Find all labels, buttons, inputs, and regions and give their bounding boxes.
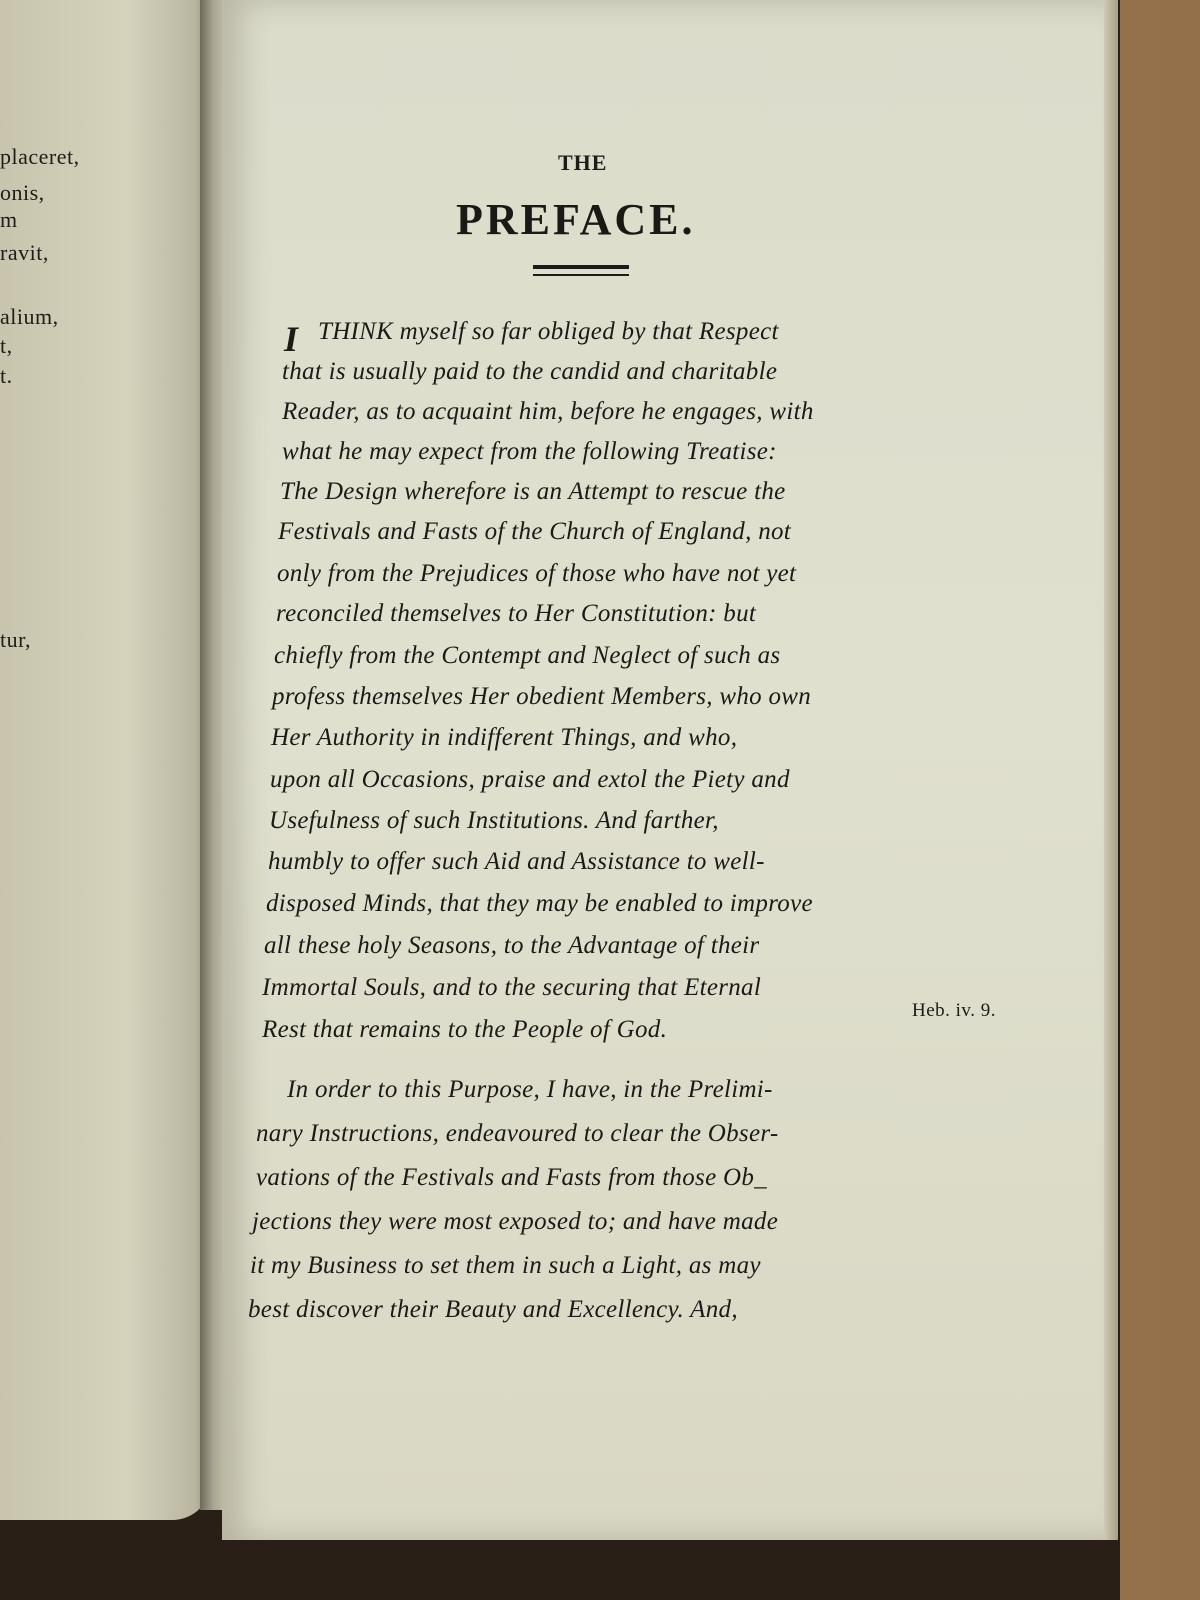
left-fragment: m <box>0 207 18 232</box>
text-line: Usefulness of such Institutions. And farther, <box>269 807 719 834</box>
left-fragment: onis, <box>0 180 45 205</box>
text-line: that is usually paid to the candid and charitable <box>282 358 778 385</box>
left-fragment: t, <box>0 333 13 358</box>
text-line: Reader, as to acquaint him, before he engages, with <box>282 398 814 425</box>
text-line: Her Authority in indifferent Things, and who, <box>271 724 738 751</box>
text-line: chiefly from the Contempt and Neglect of such as <box>274 642 781 669</box>
left-fragment: t. <box>0 363 13 388</box>
left-fragment: placeret, <box>0 144 80 169</box>
text-line: Immortal Souls, and to the securing that Eternal <box>262 974 762 1001</box>
text-line: upon all Occasions, praise and extol the Piety and <box>270 766 790 793</box>
text-line: THINK myself so far obliged by that Respect <box>318 318 779 345</box>
left-page <box>0 0 212 1520</box>
text-line: reconciled themselves to Her Constitution: but <box>276 600 757 627</box>
title-rule-thin <box>533 274 629 276</box>
drop-cap: I <box>284 319 299 359</box>
text-line: what he may expect from the following Treatise: <box>282 438 777 465</box>
text-line: In order to this Purpose, I have, in the Prelimi- <box>287 1076 773 1103</box>
text-line: Festivals and Fasts of the Church of England, not <box>278 518 792 545</box>
text-line: best discover their Beauty and Excellency. And, <box>248 1296 738 1323</box>
left-fragment: alium, <box>0 304 59 329</box>
left-fragment: tur, <box>0 627 32 652</box>
page-edge <box>1104 0 1118 1540</box>
text-line: Rest that remains to the People of God. <box>262 1016 668 1043</box>
heading-the: THE <box>558 150 608 175</box>
text-line: vations of the Festivals and Fasts from those Ob_ <box>256 1164 767 1191</box>
title-rule <box>533 265 629 269</box>
margin-reference: Heb. iv. 9. <box>912 1000 996 1021</box>
text-line: only from the Prejudices of those who have not yet <box>277 560 797 587</box>
text-line: nary Instructions, endeavoured to clear the Obser- <box>256 1120 779 1147</box>
page-title: PREFACE. <box>456 195 696 244</box>
text-line: it my Business to set them in such a Light, as may <box>250 1252 761 1279</box>
text-line: humbly to offer such Aid and Assistance to well- <box>268 848 765 875</box>
text-line: The Design wherefore is an Attempt to rescue the <box>280 478 786 505</box>
left-fragment: ravit, <box>0 240 49 265</box>
text-line: all these holy Seasons, to the Advantage of their <box>264 932 760 959</box>
text-line: disposed Minds, that they may be enabled to improve <box>266 890 813 917</box>
text-line: profess themselves Her obedient Members, who own <box>272 683 812 710</box>
text-line: jections they were most exposed to; and have made <box>252 1208 779 1235</box>
